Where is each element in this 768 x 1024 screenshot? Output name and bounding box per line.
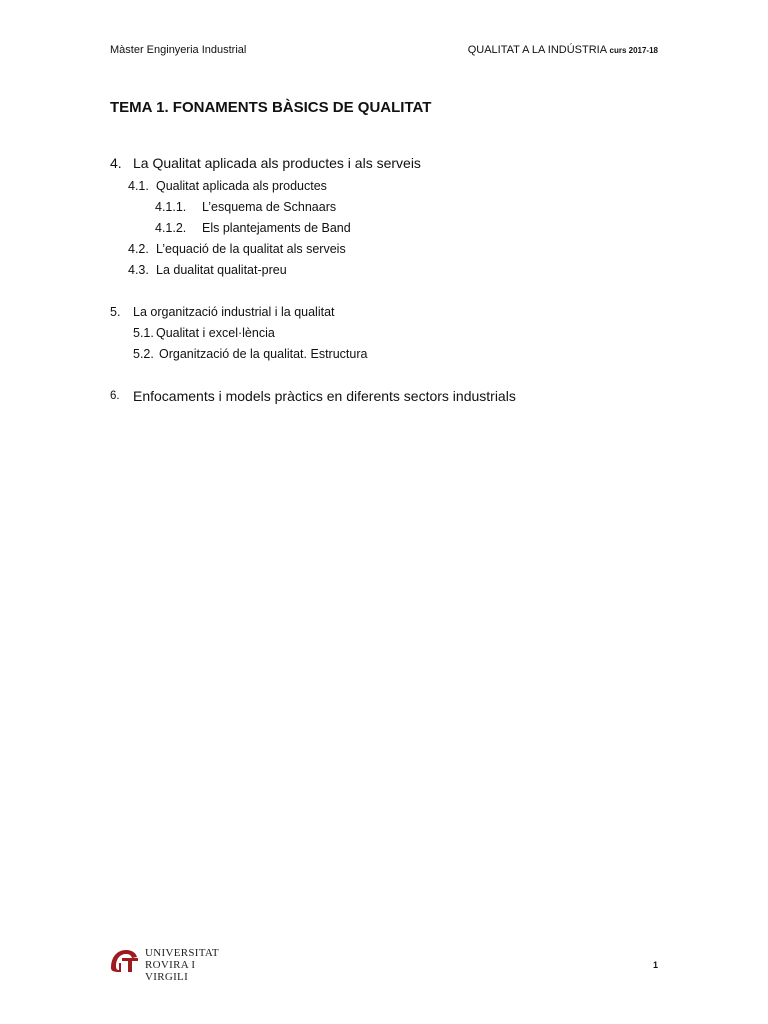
toc-number: 4.1. bbox=[128, 179, 149, 193]
page-number: 1 bbox=[652, 960, 658, 970]
toc-text: La organització industrial i la qualitat bbox=[133, 305, 335, 319]
toc-text: La dualitat qualitat-preu bbox=[156, 263, 287, 277]
urv-emblem-icon bbox=[108, 946, 142, 974]
header-course-name: Màster Enginyeria Industrial bbox=[110, 44, 247, 56]
logo-line-name: ROVIRA I VIRGILI bbox=[145, 959, 196, 983]
toc-number: 5.1. bbox=[133, 326, 154, 340]
toc-text: L’equació de la qualitat als serveis bbox=[156, 242, 346, 256]
toc-number: 4. bbox=[110, 155, 122, 171]
university-logo bbox=[108, 946, 238, 983]
toc-text: La Qualitat aplicada als productes i als serveis bbox=[133, 155, 421, 171]
toc-text: Enfocaments i models pràctics en diferents sectors industrials bbox=[133, 388, 516, 404]
toc-text: Els plantejaments de Band bbox=[202, 221, 351, 235]
toc-number: 4.1.2. bbox=[155, 221, 187, 235]
page-title: TEMA 1. FONAMENTS BÀSICS DE QUALITAT bbox=[110, 99, 432, 116]
toc-number: 4.2. bbox=[128, 242, 149, 256]
toc-number: 4.1.1. bbox=[155, 200, 187, 214]
logo-line-university: UNIVERSITAT bbox=[145, 947, 219, 959]
toc-number: 5. bbox=[110, 305, 121, 319]
toc-number: 6. bbox=[110, 390, 120, 402]
header-academic-year: curs 2017-18 bbox=[609, 46, 658, 55]
toc-text: L’esquema de Schnaars bbox=[202, 200, 337, 214]
toc-text: Organització de la qualitat. Estructura bbox=[159, 347, 368, 361]
toc-number: 5.2. bbox=[133, 347, 154, 361]
toc-number: 4.3. bbox=[128, 263, 149, 277]
toc-text: Qualitat aplicada als productes bbox=[156, 179, 327, 193]
header-subject-title: QUALITAT A LA INDÚSTRIA bbox=[467, 44, 610, 56]
toc-text: Qualitat i excel·lència bbox=[156, 326, 275, 340]
